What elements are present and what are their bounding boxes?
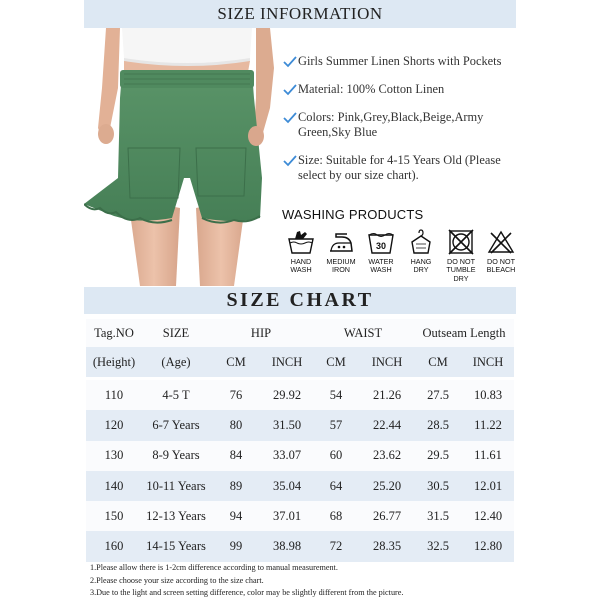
no-bleach-icon xyxy=(487,229,515,255)
header-tag: Tag.NO xyxy=(86,319,142,347)
shorts-model-image xyxy=(84,28,276,286)
checkmark-icon xyxy=(283,155,297,167)
note-line: 1.Please allow there is 1-2cm difference according to manual measurement. xyxy=(90,563,338,572)
checkmark-icon xyxy=(283,56,297,68)
table-row: 140 10-11 Years 89 35.04 64 25.20 30.5 12.01 xyxy=(86,471,514,501)
wash-temperature: 30 xyxy=(375,241,387,251)
table-header-row xyxy=(86,319,514,347)
feature-item: Colors: Pink,Grey,Black,Beige,Army Green,Sky Blue xyxy=(283,110,523,140)
size-chart-banner xyxy=(84,287,516,314)
hang-dry-icon xyxy=(407,229,435,255)
size-information-banner xyxy=(84,0,516,28)
note-line: 3.Due to the light and screen setting difference, color may be slightly different from the picture. xyxy=(90,588,404,597)
feature-item: Material: 100% Cotton Linen xyxy=(283,82,523,97)
wash-item-hand-wash: HAND WASH xyxy=(282,229,320,283)
size-chart-table xyxy=(86,319,514,562)
table-subheader-row: (Height) (Age) CM INCH CM INCH CM INCH xyxy=(86,347,514,377)
page-title: SIZE INFORMATION xyxy=(217,4,383,23)
no-tumble-dry-icon xyxy=(447,229,475,255)
feature-item: Girls Summer Linen Shorts with Pockets xyxy=(283,54,523,69)
checkmark-icon xyxy=(283,112,297,124)
header-waist: WAIST xyxy=(312,319,414,347)
table-row: 110 4-5 T 76 29.92 54 21.26 27.5 10.83 xyxy=(86,380,514,410)
feature-list xyxy=(283,54,523,196)
wash-item-water-wash: 30 WATER WASH xyxy=(362,229,400,283)
medium-iron-icon xyxy=(327,229,355,255)
water-wash-icon xyxy=(367,229,395,255)
header-outseam: Outseam Length xyxy=(414,319,514,347)
product-photo xyxy=(84,28,276,286)
hand-wash-icon xyxy=(287,229,315,255)
header-size: SIZE xyxy=(142,319,210,347)
table-row: 130 8-9 Years 84 33.07 60 23.62 29.5 11.61 xyxy=(86,441,514,471)
size-chart-title: SIZE CHART xyxy=(226,289,374,311)
washing-title: WASHING PRODUCTS xyxy=(282,207,424,222)
table-row: 120 6-7 Years 80 31.50 57 22.44 28.5 11.22 xyxy=(86,410,514,440)
washing-icons xyxy=(282,229,520,283)
header-hip: HIP xyxy=(210,319,312,347)
table-row: 150 12-13 Years 94 37.01 68 26.77 31.5 12.40 xyxy=(86,501,514,531)
checkmark-icon xyxy=(283,84,297,96)
wash-item-no-bleach: DO NOT BLEACH xyxy=(482,229,520,283)
wash-item-hang-dry: HANG DRY xyxy=(402,229,440,283)
wash-item-medium-iron: MEDIUM IRON xyxy=(322,229,360,283)
table-row: 160 14-15 Years 99 38.98 72 28.35 32.5 12.80 xyxy=(86,531,514,561)
wash-item-no-tumble-dry: DO NOT TUMBLE DRY xyxy=(442,229,480,283)
size-notes xyxy=(90,562,510,600)
feature-item: Size: Suitable for 4-15 Years Old (Please select by our size chart). xyxy=(283,153,523,183)
note-line: 2.Please choose your size according to the size chart. xyxy=(90,575,264,585)
